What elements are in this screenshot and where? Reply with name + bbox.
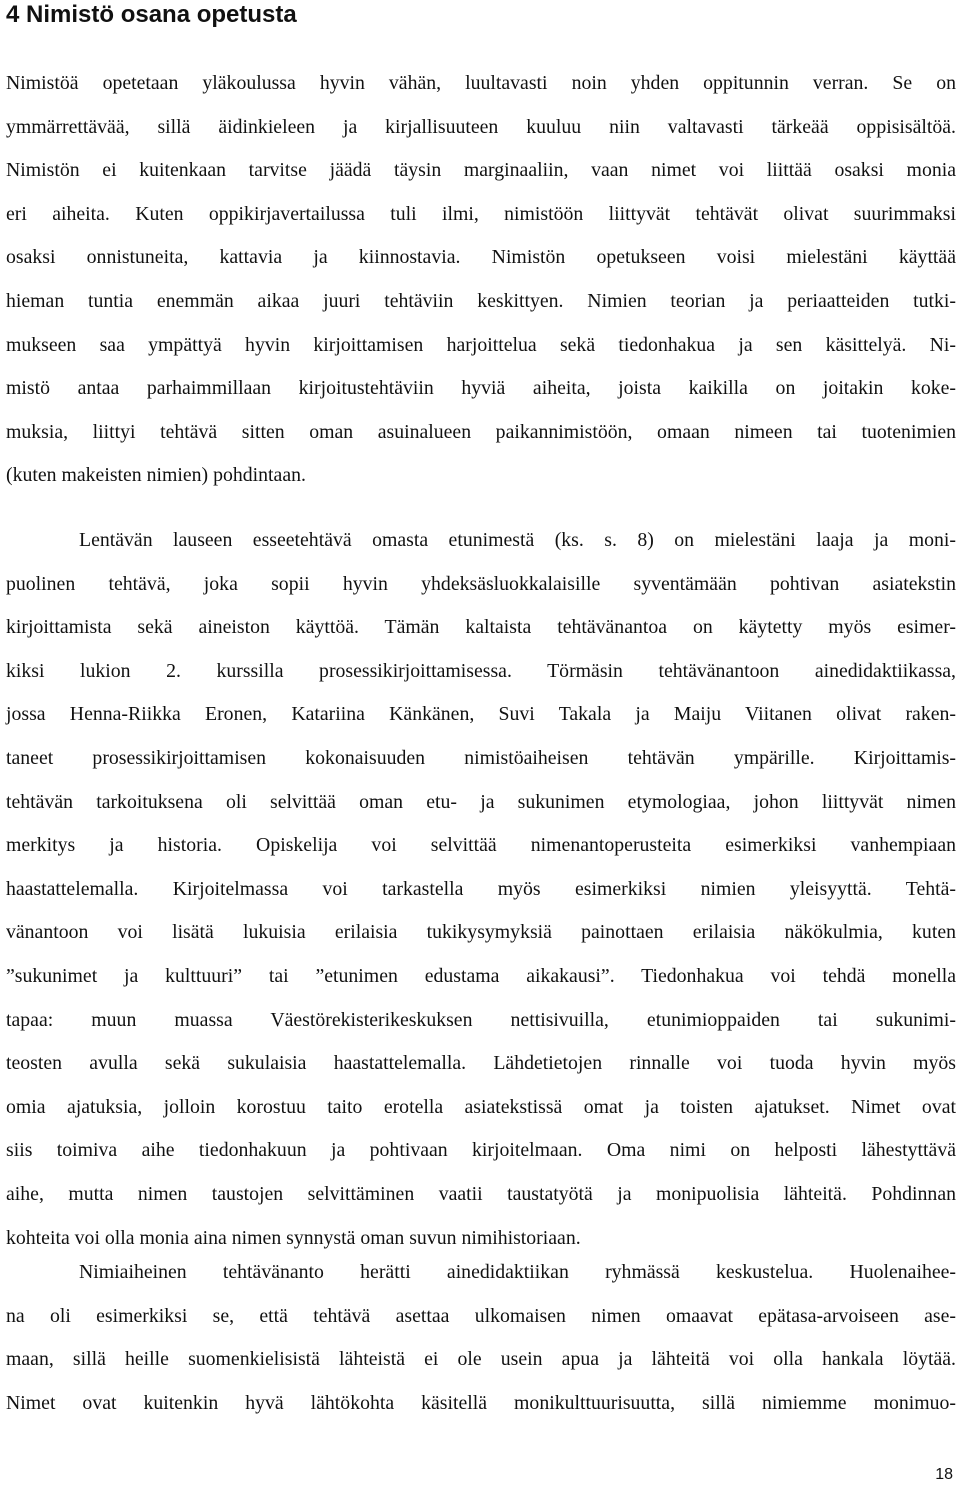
text-line: jossa Henna-Riikka Eronen, Katariina Känkänen, Suvi Takala ja Maiju Viitanen olivat raken- [6, 703, 956, 726]
paragraph-2 [6, 519, 956, 1260]
text-line: maan, sillä heille suomenkielisistä lähteistä ei ole usein apua ja lähteitä voi olla hankala löytää. [6, 1348, 956, 1371]
text-line: vänantoon voi lisätä lukuisia erilaisia tukikysymyksiä painottaen erilaisia näkökulmia, kuten [6, 921, 956, 944]
text-line: siis toimiva aihe tiedonhakuun ja pohtivaan kirjoitelmaan. Oma nimi on helposti lähestyttävä [6, 1139, 956, 1162]
text-line: haastattelemalla. Kirjoitelmassa voi tarkastella myös esimerkiksi nimien yleisyyttä. Tehtä- [6, 877, 956, 900]
text-line: Lentävän lauseen esseetehtävä omasta etunimestä (ks. s. 8) on mielestäni laaja ja moni- [79, 529, 956, 551]
text-line: tehtävän tarkoituksena oli selvittää oman etu- ja sukunimen etymologiaa, johon liittyvät nimen [6, 790, 956, 813]
text-line: kohteita voi olla monia aina nimen synnystä oman suvun nimihistoriaan. [6, 1226, 581, 1249]
text-line: tapaa: muun muassa Väestörekisterikeskuksen nettisivuilla, etunimioppaiden tai sukunimi- [6, 1008, 956, 1031]
text-line: na oli esimerkiksi se, että tehtävä asettaa ulkomaisen nimen omaavat epätasa-arvoiseen ase- [6, 1304, 956, 1327]
text-line: Nimistöä opetetaan yläkoulussa hyvin vähän, luultavasti noin yhden oppitunnin verran. Se on [6, 72, 956, 94]
text-line: merkitys ja historia. Opiskelija voi selvittää nimenantoperusteita esimerkiksi vanhempiaan [6, 834, 956, 857]
text-line: ”sukunimet ja kulttuuri” tai ”etunimen edustama aikakausi”. Tiedonhakua voi tehdä monella [6, 964, 956, 987]
text-line: aihe, mutta nimen taustojen selvittäminen vaatii taustatyötä ja monipuolisia lähteitä. Pohdinnan [6, 1182, 956, 1205]
page-number: 18 [935, 1466, 953, 1483]
text-line: kiksi lukion 2. kurssilla prosessikirjoittamisessa. Törmäsin tehtävänantoon ainedidaktiikassa, [6, 659, 956, 682]
text-line: omia ajatuksia, jolloin korostuu taito erotella asiatekstissä omat ja toisten ajatukset. Nimet ovat [6, 1095, 956, 1118]
paragraph-3 [6, 1251, 956, 1425]
text-line: mistö antaa parhaimmillaan kirjoitustehtäviin hyviä aiheita, joista kaikilla on joitakin koke- [6, 377, 956, 400]
text-line: eri aiheita. Kuten oppikirjavertailussa tuli ilmi, nimistöön liittyvät tehtävät olivat suurimmaksi [6, 202, 956, 225]
text-line: hieman tuntia enemmän aikaa juuri tehtäviin keskittyen. Nimien teorian ja periaatteiden tutki- [6, 289, 956, 312]
text-line: taneet prosessikirjoittamisen kokonaisuuden nimistöaiheisen tehtävän ympärille. Kirjoittamis- [6, 746, 956, 769]
text-line: mukseen saa ympättyä hyvin kirjoittamisen harjoittelua sekä tiedonhakua ja sen käsittelyä. Ni- [6, 333, 956, 356]
chapter-heading: 4 Nimistö osana opetusta [6, 1, 297, 28]
text-line: Nimiaiheinen tehtävänanto herätti ainedidaktiikan ryhmässä keskustelua. Huolenaihee- [79, 1261, 956, 1283]
text-line: (kuten makeisten nimien) pohdintaan. [6, 464, 306, 487]
text-line: muksia, liittyi tehtävä sitten oman asuinalueen paikannimistöön, omaan nimeen tai tuotenimien [6, 420, 956, 443]
text-line: Nimet ovat kuitenkin hyvä lähtökohta käsitellä monikulttuurisuutta, sillä nimiemme monimuo- [6, 1391, 956, 1414]
text-line: Nimistön ei kuitenkaan tarvitse jäädä täysin marginaaliin, vaan nimet voi liittää osaksi monia [6, 159, 956, 182]
text-line: kirjoittamista sekä aineiston käyttöä. Tämän kaltaista tehtävänantoa on käytetty myös esimer- [6, 616, 956, 639]
text-line: puolinen tehtävä, joka sopii hyvin yhdeksäsluokkalaisille syventämään pohtivan asiatekstin [6, 572, 956, 595]
text-line: ymmärrettävää, sillä äidinkieleen ja kirjallisuuteen kuuluu niin valtavasti tärkeää oppisisältöä. [6, 115, 956, 138]
paragraph-1 [6, 62, 956, 498]
text-line: osaksi onnistuneita, kattavia ja kiinnostavia. Nimistön opetukseen voisi mielestäni käyttää [6, 246, 956, 269]
text-line: teosten avulla sekä sukulaisia haastattelemalla. Lähdetietojen rinnalle voi tuoda hyvin myös [6, 1052, 956, 1075]
